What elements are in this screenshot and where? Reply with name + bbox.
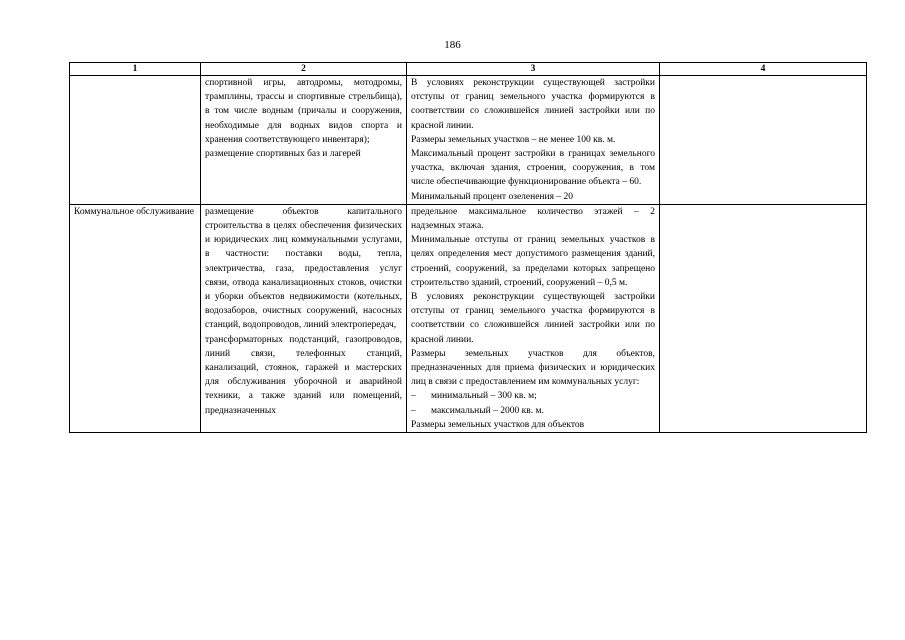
page-number: 186 [444,39,461,51]
list-item [411,404,655,418]
column-header: 4 [660,63,867,76]
use-type-label: Коммунальное обслуживание [74,206,194,217]
dash-marker: – [411,405,416,416]
paragraph: Максимальный процент застройки в границах земельного участка, включая здания, строения, сооружения, в том числе обеспечивающие функционирование объекта – 60. [411,149,655,188]
paragraph: Минимальный процент озеленения – 20 [411,191,573,202]
paragraph: трансформаторных подстанций, газопроводов, линий связи, телефонных станций, канализаций, стоянок, гаражей и мастерских для обслуживания уборочной и аварийной техники, а также зданий или помещений, предназначенных [205,334,402,416]
list-item-text: максимальный – 2000 кв. м. [431,405,544,416]
paragraph: Минимальные отступы от границ земельных участков в целях определения мест допустимого размещения зданий, строений, сооружений, за пределами которых запрещено строительство зданий, строений, сооружений – 0,5 м. [411,235,655,288]
paragraph: предельное максимальное количество этажей – 2 надземных этажа. [411,206,655,232]
use-description-cell [201,76,407,205]
column-header: 3 [407,63,660,76]
notes-cell [660,204,867,432]
column-header: 2 [201,63,407,76]
list-item-text: минимальный – 300 кв. м; [431,391,537,402]
paragraph: В условиях реконструкции существующей застройки отступы от границ земельного участка формируются в соответствии со сложившейся линией застройки или по красной линии. [411,78,655,131]
table-row [70,204,867,432]
paragraph: В условиях реконструкции существующей застройки отступы от границ земельного участка формируются в соответствии со сложившейся линией застройки или по красной линии. [411,292,655,345]
dash-marker: – [411,391,416,402]
paragraph: размещение спортивных баз и лагерей [205,149,361,160]
paragraph: размещение объектов капитального строительства в целях обеспечения физических и юридических лиц коммунальными услугами, в частности: поставки воды, тепла, электричества, газа, предоставления услуг связи, отвода канализационных стоков, очистки и уборки объектов недвижимости (котельных, водозаборов, очистных сооружений, насосных станций, водопроводов, линий электропередач, [205,206,402,331]
table-header-row [70,63,867,76]
paragraph: Размеры земельных участков для объектов [411,419,585,430]
parameters-cell [407,76,660,205]
regulations-table [69,62,867,433]
parameters-cell [407,204,660,432]
list-item [411,389,655,403]
column-header: 1 [70,63,201,76]
paragraph: Размеры земельных участков для объектов, предназначенных для приема физических и юридических лиц в связи с предоставлением им коммунальных услуг: [411,348,655,388]
paragraph: спортивной игры, автодромы, мотодромы, трамплины, трассы и спортивные стрельбища), в том числе водным (причалы и сооружения, необходимые для водных видов спорта и хранения соответствующего инвентаря); [205,78,402,145]
notes-cell [660,76,867,205]
use-description-cell [201,204,407,432]
paragraph: Размеры земельных участков – не менее 100 кв. м. [411,134,616,145]
table-row [70,76,867,205]
use-type-cell [70,204,201,432]
use-type-cell [70,76,201,205]
